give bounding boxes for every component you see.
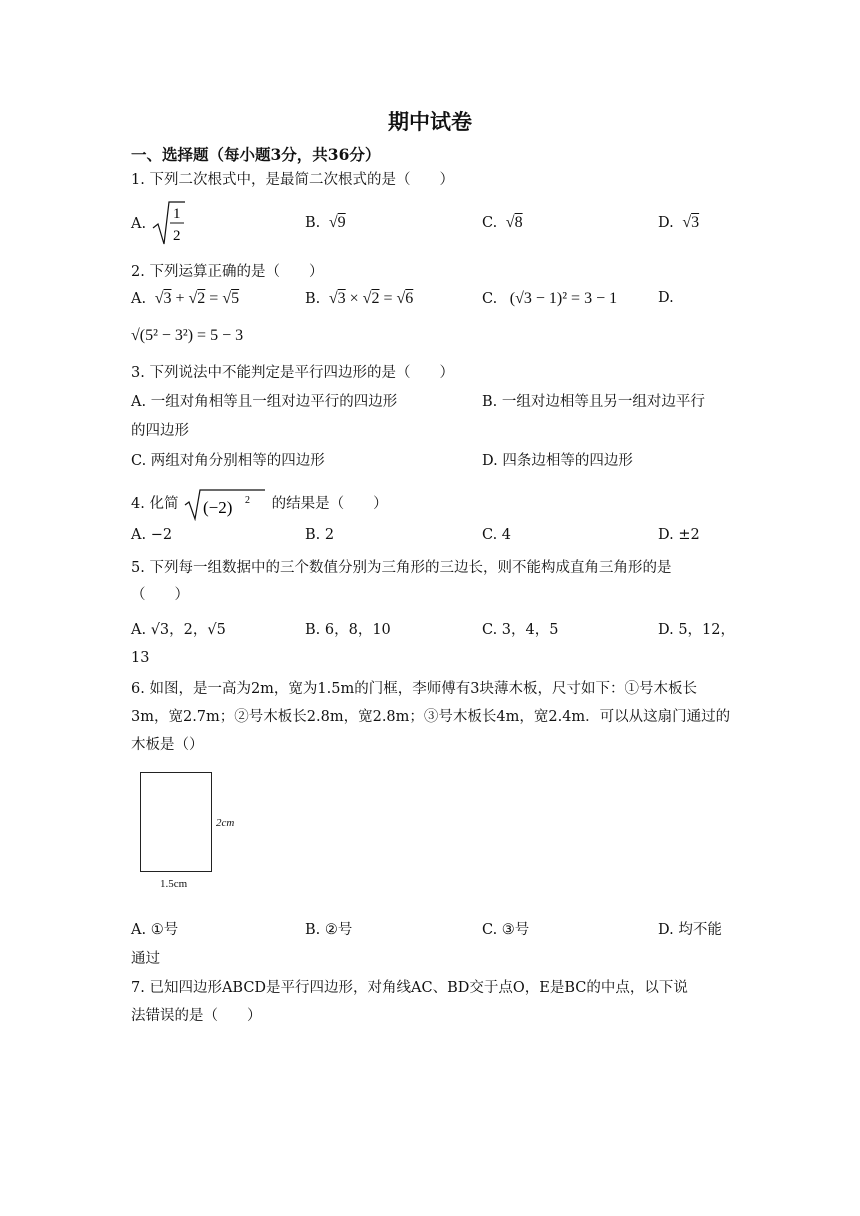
question-1: 1. 下列二次根式中，是最简二次根式的是（ ） bbox=[131, 172, 454, 188]
option-label: A. bbox=[131, 291, 147, 307]
door-frame-rectangle bbox=[140, 772, 212, 872]
q2-option-d-expression: √(5² − 3²) = 5 − 3 bbox=[131, 327, 244, 344]
math-expression: √3 × √2 = √6 bbox=[324, 290, 414, 307]
q3-option-d: D. 四条边相等的四边形 bbox=[482, 453, 633, 469]
question-2: 2. 下列运算正确的是（ ） bbox=[131, 264, 324, 280]
page-title: 期中试卷 bbox=[388, 109, 472, 134]
svg-text:2: 2 bbox=[245, 495, 251, 506]
question-5-continued: （ ） bbox=[131, 587, 189, 603]
q4-option-a: A. −2 bbox=[131, 527, 173, 543]
q6-option-a: A. ①号 bbox=[131, 922, 179, 938]
radicand: 8 bbox=[514, 214, 523, 231]
q3-option-a: A. 一组对角相等且一组对边平行的四边形 bbox=[131, 394, 398, 410]
option-label: C. bbox=[482, 215, 498, 231]
question-3: 3. 下列说法中不能判定是平行四边形的是（ ） bbox=[131, 365, 454, 381]
fraction-numerator: 1 bbox=[172, 206, 181, 222]
q3-option-b: B. 一组对边相等且另一组对边平行 bbox=[482, 394, 705, 410]
door-height-label: 2cm bbox=[216, 817, 235, 829]
q2-option-a bbox=[131, 290, 239, 308]
sqrt-expression: √3 bbox=[678, 214, 700, 231]
q4-option-c: C. 4 bbox=[482, 527, 512, 543]
radicand: 3 bbox=[691, 214, 700, 231]
q3-option-c: C. 两组对角分别相等的四边形 bbox=[131, 453, 325, 469]
q2-option-c bbox=[482, 290, 617, 308]
option-label: B. bbox=[305, 215, 321, 231]
question-4-prefix: 4. 化简 bbox=[131, 496, 179, 512]
q5-option-c: C. 3，4，5 bbox=[482, 622, 559, 638]
sqrt-expression: √9 bbox=[324, 214, 346, 231]
q3-option-b-continued: 的四边形 bbox=[131, 423, 189, 439]
sqrt-fraction bbox=[151, 200, 187, 248]
q2-option-d: D. bbox=[658, 290, 674, 306]
question-4-suffix: 的结果是（ ） bbox=[271, 496, 388, 512]
radicand: 9 bbox=[337, 214, 346, 231]
fraction-denominator: 2 bbox=[172, 228, 181, 244]
math-expression: (√3 − 1)² = 3 − 1 bbox=[509, 290, 618, 307]
q5-option-d-continued: 13 bbox=[131, 650, 150, 666]
q1-option-a bbox=[131, 200, 187, 248]
q2-option-b bbox=[305, 290, 413, 308]
q5-option-d: D. 5，12， bbox=[658, 622, 736, 638]
question-7-line-2: 法错误的是（ ） bbox=[131, 1008, 262, 1024]
q1-option-c bbox=[482, 214, 523, 232]
sqrt-expression: √8 bbox=[501, 214, 523, 231]
sqrt-of-square bbox=[183, 487, 267, 521]
q6-option-b: B. ②号 bbox=[305, 922, 353, 938]
option-label: C. bbox=[482, 291, 498, 307]
question-6-line-2: 3m，宽2.7m；②号木板长2.8m，宽2.8m；③号木板长4m，宽2.4m．可以从这扇门通过的 bbox=[131, 709, 731, 725]
question-6-line-1: 6. 如图，是一高为2m，宽为1.5m的门框，李师傅有3块薄木板，尺寸如下：①号木板长 bbox=[131, 681, 697, 697]
option-label: A. bbox=[131, 216, 147, 232]
q5-option-b: B. 6，8，10 bbox=[305, 622, 391, 638]
question-6-line-3: 木板是（） bbox=[131, 737, 204, 753]
question-4 bbox=[131, 487, 388, 521]
question-7-line-1: 7. 已知四边形ABCD是平行四边形，对角线AC、BD交于点O，E是BC的中点，以下说 bbox=[131, 980, 688, 996]
q5-option-a: A. √3，2，√5 bbox=[131, 622, 226, 638]
q4-option-b: B. 2 bbox=[305, 527, 335, 543]
q1-option-b bbox=[305, 214, 346, 232]
q6-option-d-continued: 通过 bbox=[131, 951, 160, 967]
option-label: B. bbox=[305, 291, 321, 307]
svg-text:(−2): (−2) bbox=[203, 498, 233, 517]
door-width-label: 1.5cm bbox=[160, 878, 188, 890]
section-heading: 一、选择题（每小题3分，共36分） bbox=[131, 145, 381, 164]
q6-option-c: C. ③号 bbox=[482, 922, 530, 938]
math-expression: √3 + √2 = √5 bbox=[150, 290, 240, 307]
question-5: 5. 下列每一组数据中的三个数值分别为三角形的三边长，则不能构成直角三角形的是 bbox=[131, 560, 672, 576]
q1-option-d bbox=[658, 214, 699, 232]
q6-option-d: D. 均不能 bbox=[658, 922, 722, 938]
option-label: D. bbox=[658, 215, 674, 231]
q4-option-d: D. ±2 bbox=[658, 527, 700, 543]
